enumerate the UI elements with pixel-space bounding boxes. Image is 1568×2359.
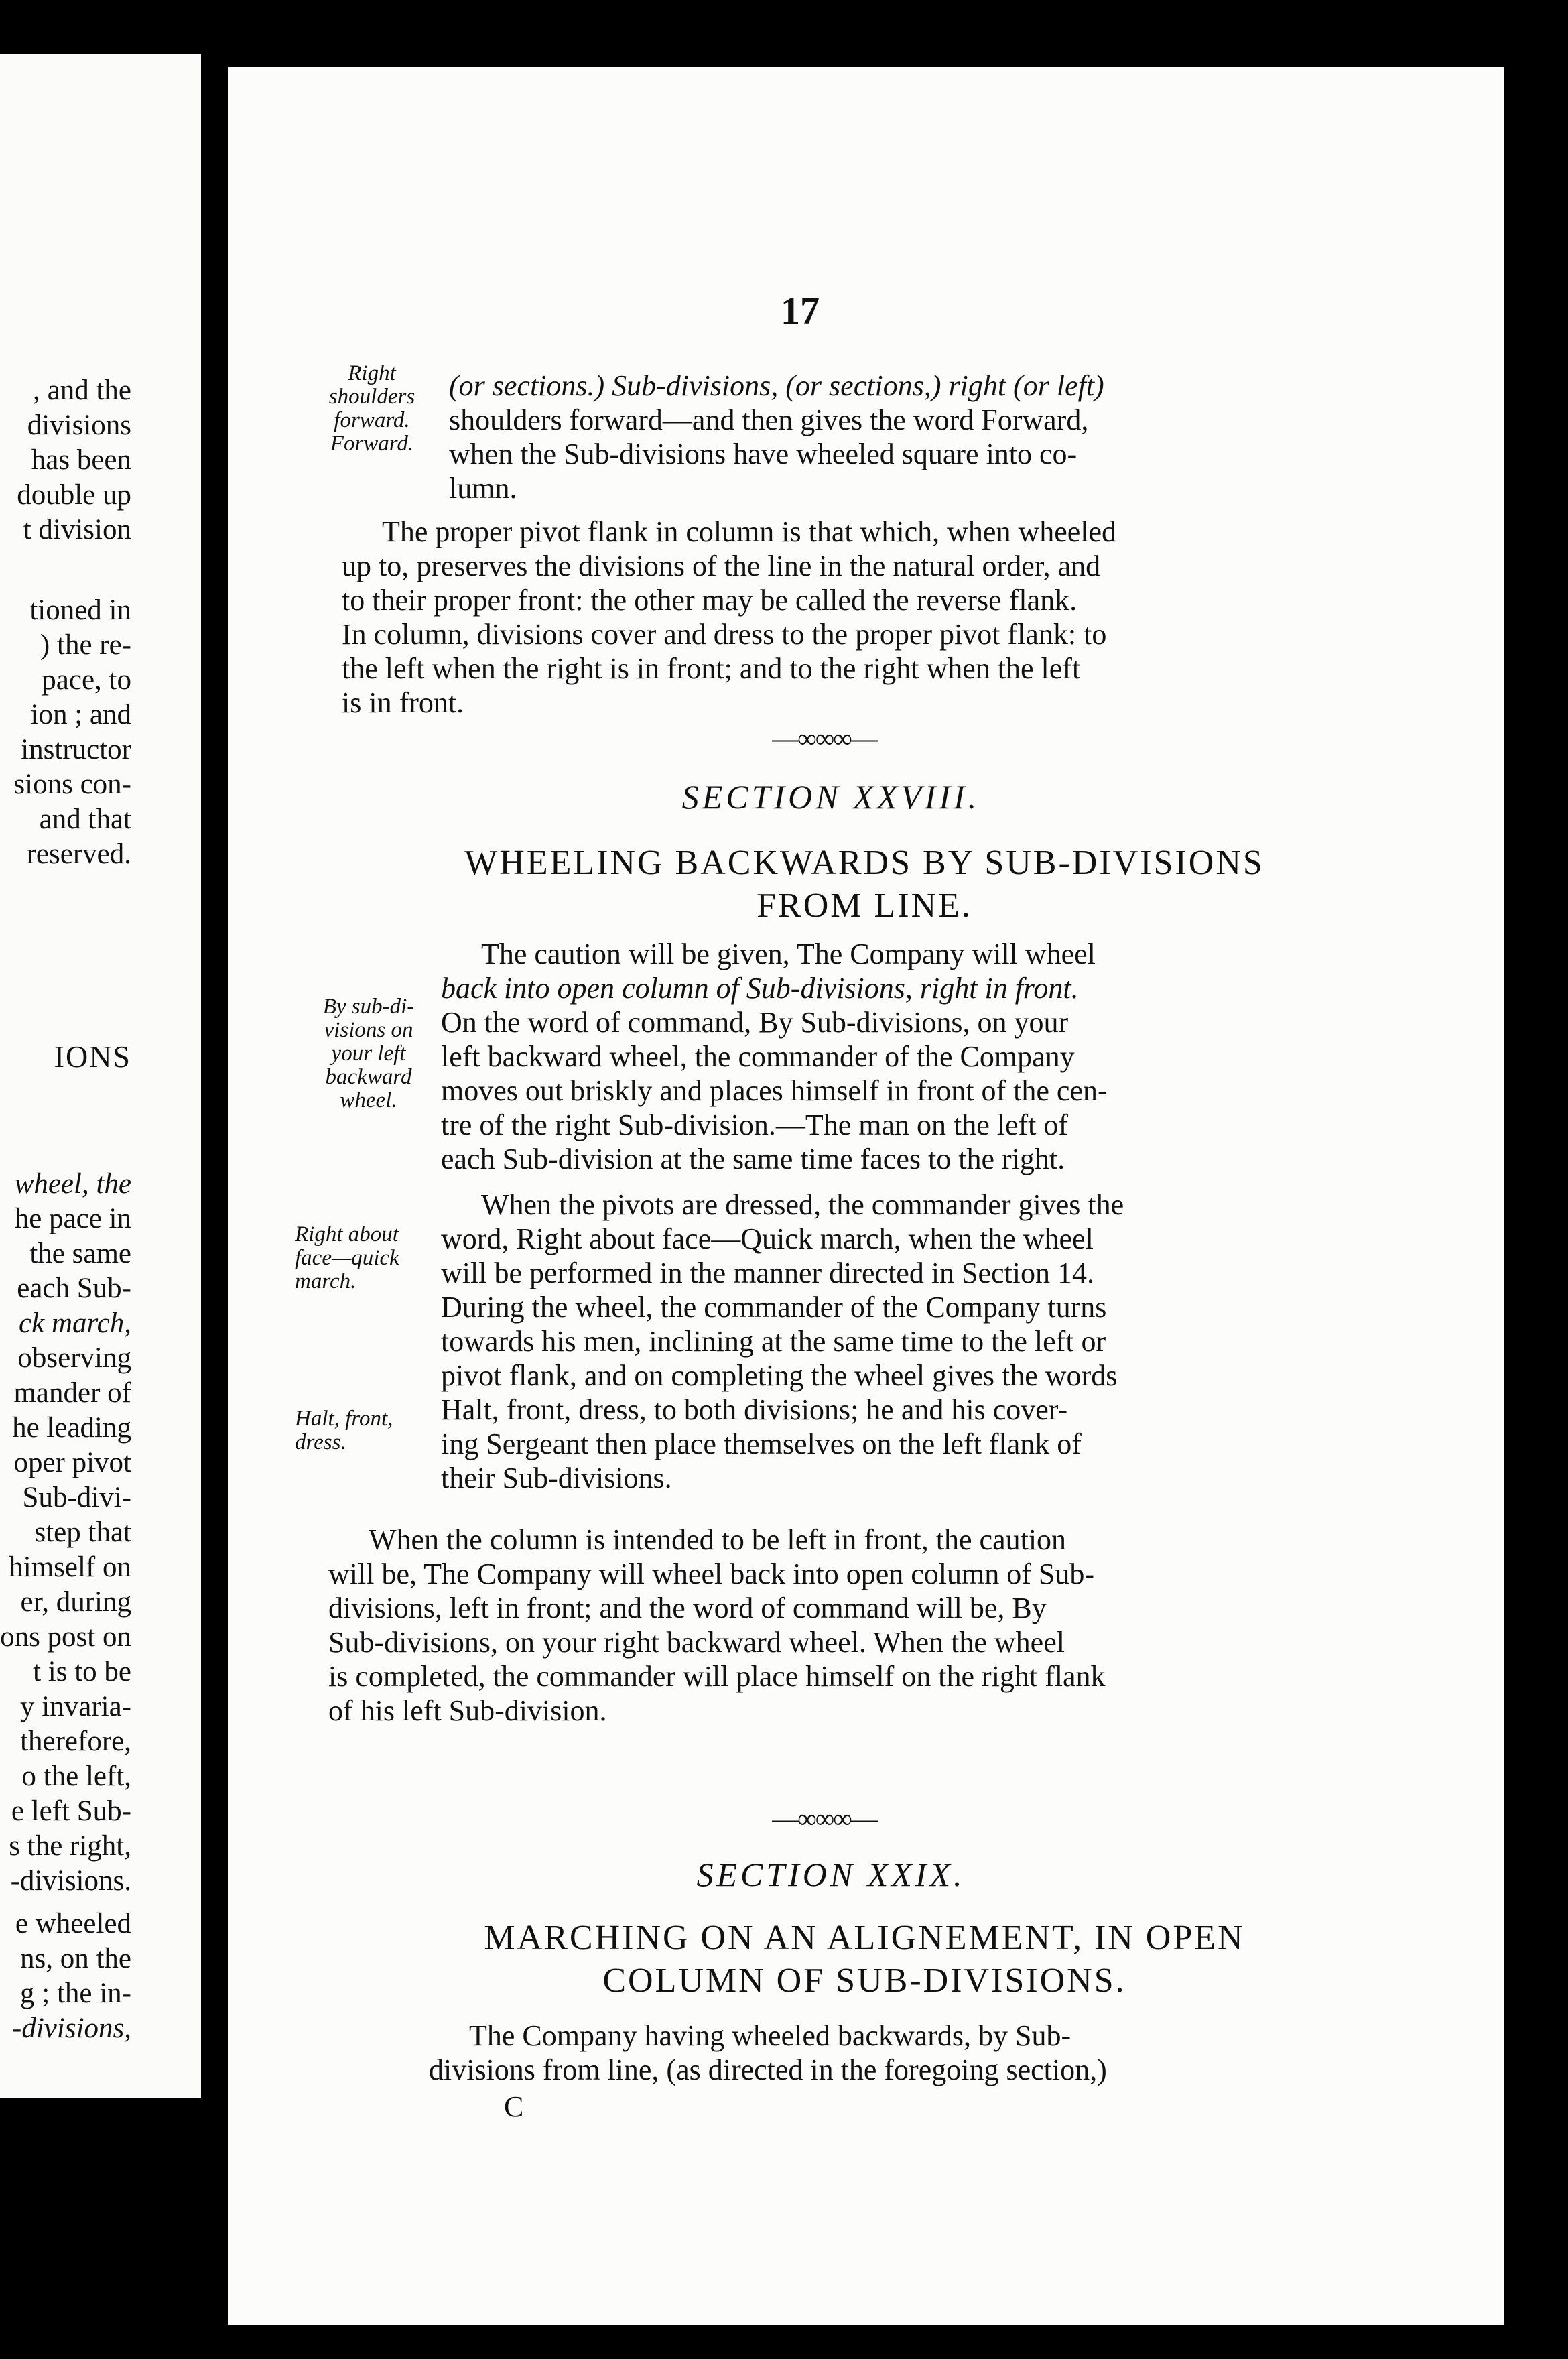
prev-line: -divisions,	[12, 2013, 131, 2044]
prev-line: ) the re-	[40, 629, 131, 661]
note-line: shoulders	[328, 385, 415, 409]
prev-line: reserved.	[26, 838, 131, 870]
text-line: shoulders forward—and then gives the word Forward,	[449, 403, 1089, 436]
prev-line: ons post on	[0, 1621, 131, 1653]
prev-line: ck march,	[19, 1308, 131, 1339]
prev-line: , and the	[33, 375, 131, 406]
text-line: will be performed in the manner directed in Section 14.	[441, 1257, 1095, 1289]
note-line: forward.	[334, 408, 410, 432]
ornament-divider: —∞∞∞—	[772, 723, 876, 753]
text-line: When the pivots are dressed, the commander gives the	[481, 1188, 1124, 1221]
margin-note-by-sub-divisions	[302, 995, 436, 1112]
previous-page-fragment	[0, 54, 201, 2098]
text-line: In column, divisions cover and dress to the proper pivot flank: to	[342, 618, 1107, 651]
prev-line: pace, to	[42, 664, 131, 696]
paragraph-pivot-flank	[342, 515, 1501, 720]
prev-heading: IONS	[54, 1039, 131, 1074]
text-line: tre of the right Sub-division.—The man on the left of	[441, 1108, 1069, 1141]
paragraph-alignement	[429, 2019, 1501, 2087]
section-heading: WHEELING BACKWARDS BY SUB-DIVISIONS	[464, 844, 1264, 882]
prev-line: and that	[39, 804, 131, 835]
prev-line: oper pivot	[13, 1447, 131, 1478]
prev-line: ion ; and	[30, 699, 131, 730]
prev-line: tioned in	[29, 594, 131, 626]
prev-line: himself on	[9, 1551, 131, 1583]
text-line: The proper pivot flank in column is that which, when wheeled	[382, 515, 1117, 548]
text-line: pivot flank, and on completing the wheel gives the words	[441, 1359, 1118, 1392]
text-line: towards his men, inclining at the same time to the left or	[441, 1325, 1106, 1358]
text-line: up to, preserves the divisions of the line in the natural order, and	[342, 550, 1101, 582]
prev-line: t is to be	[33, 1656, 131, 1687]
book-page	[228, 67, 1504, 2325]
text-line: divisions from line, (as directed in the foregoing section,)	[429, 2053, 1107, 2086]
prev-line: has been	[31, 444, 131, 476]
note-line: face—quick	[295, 1246, 399, 1270]
text-line: of his left Sub-division.	[328, 1694, 607, 1727]
text-line: each Sub-division at the same time faces to the right.	[441, 1143, 1065, 1175]
prev-line: o the left,	[21, 1761, 131, 1792]
paragraph-pivots-dressed	[441, 1188, 1501, 1495]
prev-line: e left Sub-	[11, 1795, 131, 1827]
note-line: By sub-di-	[322, 995, 415, 1019]
prev-line: double up	[17, 479, 131, 511]
text-line: will be, The Company will wheel back into open column of Sub-	[328, 1557, 1094, 1590]
prev-line: the same	[29, 1238, 131, 1269]
prev-line: Sub-divi-	[22, 1482, 131, 1513]
text-line: The Company having wheeled backwards, by Sub-	[469, 2019, 1071, 2052]
prev-line: divisions	[27, 409, 131, 441]
prev-line: therefore,	[20, 1726, 131, 1757]
page-gutter	[201, 0, 221, 2359]
note-line: your left	[331, 1041, 406, 1066]
note-line: Right	[348, 361, 396, 385]
prev-line: sions con-	[13, 769, 131, 800]
ornament-divider: —∞∞∞—	[772, 1803, 876, 1834]
prev-line: s the right,	[9, 1830, 131, 1862]
prev-line: he pace in	[14, 1203, 131, 1234]
section-title: SECTION XXIX.	[696, 1856, 966, 1893]
text-line: When the column is intended to be left in front, the caution	[369, 1523, 1067, 1556]
text-line: when the Sub-divisions have wheeled square into co-	[449, 438, 1077, 470]
margin-note-right-shoulders	[308, 362, 436, 456]
prev-line: g ; the in-	[20, 1978, 131, 2009]
section-heading: MARCHING ON AN ALIGNEMENT, IN OPEN	[484, 1919, 1245, 1957]
prev-line: instructor	[21, 734, 131, 765]
text-line: ing Sergeant then place themselves on the left flank of	[441, 1427, 1082, 1460]
prev-line: e wheeled	[15, 1908, 131, 1939]
margin-note-right-about-face	[295, 1223, 436, 1293]
prev-line: mander of	[13, 1377, 131, 1409]
note-line: Right about	[295, 1222, 399, 1247]
prev-line: he leading	[12, 1412, 131, 1444]
note-line: march.	[295, 1269, 356, 1293]
section-heading: FROM LINE.	[757, 887, 972, 925]
paragraph-caution	[441, 937, 1501, 1176]
prev-line: t division	[23, 514, 131, 546]
text-line: (or sections.) Sub-divisions, (or sections,) right (or left)	[449, 369, 1104, 402]
section-title: SECTION XXVIII.	[681, 778, 980, 816]
note-line: Forward.	[330, 432, 414, 456]
text-line: to their proper front: the other may be called the reverse flank.	[342, 584, 1077, 617]
section-heading: COLUMN OF SUB-DIVISIONS.	[602, 1962, 1126, 2000]
text-line: word, Right about face—Quick march, when the wheel	[441, 1222, 1094, 1255]
prev-line: observing	[17, 1342, 131, 1374]
text-line: their Sub-divisions.	[441, 1462, 672, 1494]
signature-mark: C	[504, 2090, 524, 2123]
text-line: is completed, the commander will place himself on the right flank	[328, 1660, 1106, 1693]
note-line: visions on	[324, 1018, 413, 1042]
note-line: Halt, front,	[295, 1407, 393, 1431]
text-line: The caution will be given, The Company will wheel	[481, 938, 1096, 970]
text-line: On the word of command, By Sub-divisions, on your	[441, 1006, 1069, 1039]
prev-line: ns, on the	[19, 1943, 131, 1974]
prev-line: er, during	[20, 1586, 131, 1618]
text-line: the left when the right is in front; and to the right when the left	[342, 652, 1081, 685]
text-line: moves out briskly and places himself in front of the cen-	[441, 1074, 1108, 1107]
paragraph-continuation	[449, 369, 1501, 505]
note-line: backward	[325, 1065, 412, 1089]
page-number: 17	[781, 289, 820, 332]
paragraph-left-in-front	[328, 1523, 1501, 1728]
text-line: is in front.	[342, 686, 464, 719]
note-line: wheel.	[340, 1088, 397, 1112]
text-line: left backward wheel, the commander of the Company	[441, 1040, 1075, 1073]
text-line: back into open column of Sub-divisions, right in front.	[441, 972, 1079, 1005]
prev-line: step that	[34, 1517, 131, 1548]
prev-line: each Sub-	[17, 1273, 131, 1304]
text-line: During the wheel, the commander of the Company turns	[441, 1291, 1107, 1324]
note-line: dress.	[295, 1430, 346, 1454]
prev-line: wheel, the	[14, 1168, 131, 1200]
text-line: Sub-divisions, on your right backward wheel. When the wheel	[328, 1626, 1065, 1659]
text-line: Halt, front, dress, to both divisions; he and his cover-	[441, 1393, 1068, 1426]
margin-note-halt-front-dress	[295, 1407, 436, 1454]
prev-line: -divisions.	[10, 1865, 131, 1897]
text-line: divisions, left in front; and the word of command will be, By	[328, 1592, 1047, 1624]
prev-line: y invaria-	[20, 1691, 131, 1722]
text-line: lumn.	[449, 472, 517, 505]
